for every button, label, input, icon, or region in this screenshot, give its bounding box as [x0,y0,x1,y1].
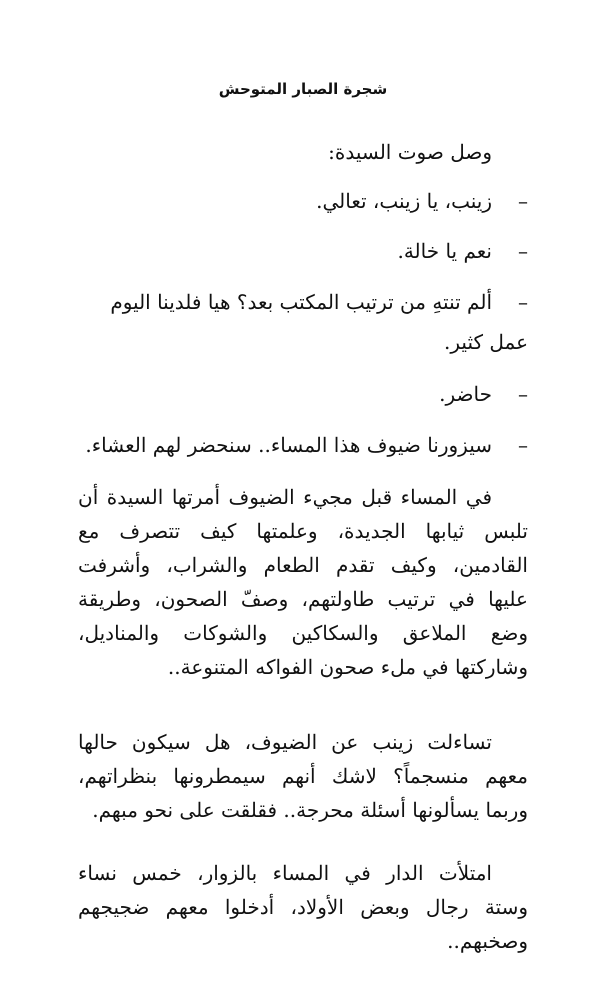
paragraph-line: تساءلت زينب عن الضيوف، هل سيكون حالها [78,730,492,754]
paragraph-line: عليها في ترتيب طاولتهم، وصفّ الصحون، وطريقة [78,587,528,611]
dialogue-dash: – [518,433,528,457]
paragraph-line: وربما يسألونها أسئلة محرجة.. فقلقت على نحو مبهم. [92,798,528,822]
dialogue-dash: – [518,290,528,314]
dialogue-dash: – [518,382,528,406]
paragraph-line: امتلأت الدار في المساء بالزوار، خمس نساء [78,861,492,885]
chapter-title: شجرة الصبار المتوحش [218,80,388,98]
dialogue-line: سيزورنا ضيوف هذا المساء.. سنحضر لهم العشاء. [85,433,492,457]
paragraph-line: في المساء قبل مجيء الضيوف أمرتها السيدة أن [78,485,492,509]
book-page [78,0,528,1000]
dialogue-line: نعم يا خالة. [397,239,492,263]
intro-line: وصل صوت السيدة: [328,140,492,164]
dialogue-dash: – [518,189,528,213]
paragraph-line: وصخبهم.. [447,929,528,953]
paragraph-line: القادمين، وكيف تقدم الطعام والشراب، وأشرفت [78,553,528,577]
dialogue-line-continued: عمل كثير. [444,330,528,354]
paragraph-line: وضع الملاعق والسكاكين والشوكات والمناديل، [78,621,528,645]
dialogue-line: ألم تنتهِ من ترتيب المكتب بعد؟ هيا فلدينا اليوم [110,290,492,314]
dialogue-line: زينب، يا زينب، تعالي. [316,189,492,213]
dialogue-line: حاضر. [439,382,492,406]
paragraph-line: وشاركتها في ملء صحون الفواكه المتنوعة.. [167,655,528,679]
paragraph-line: تلبس ثيابها الجديدة، وعلمتها كيف تتصرف مع [78,519,528,543]
paragraph-line: معهم منسجماً؟ لاشك أنهم سيمطرونها بنظراتهم، [78,764,528,788]
paragraph-line: وستة رجال وبعض الأولاد، أدخلوا معهم ضجيجهم [78,895,528,919]
dialogue-dash: – [518,239,528,263]
